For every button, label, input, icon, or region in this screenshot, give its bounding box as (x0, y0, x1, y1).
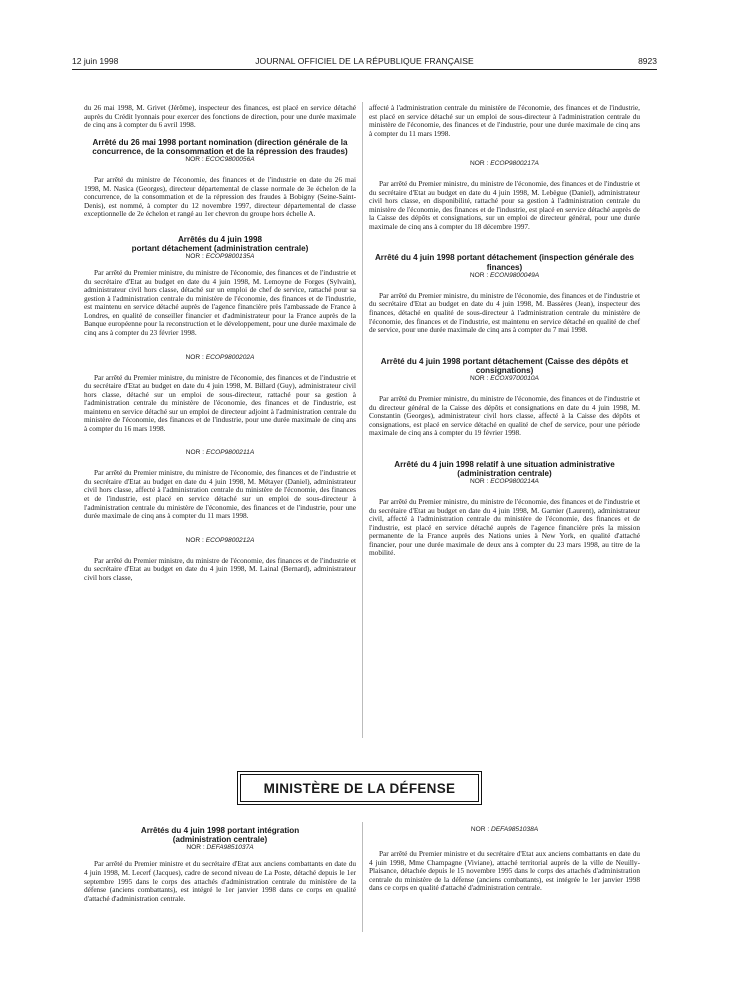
decree-heading-subject: portant détachement (administration centrale) (131, 243, 309, 253)
decree-paragraph: Par arrêté du Premier ministre, du ministre de l'économie, des finances et de l'industrie et du directeur général de la Caisse des dépôts et consignations en date du 4 juin 1998, M. Constantin (Georges), administrateur civil hors classe, affecté à la Caisse des dépôts et consignations, est placé en service détaché en qualité de chef de service, pour une période maximale de cinq ans à compter du 19 février 1998. (369, 394, 640, 438)
decree-heading-subject: (administration centrale) (172, 835, 268, 845)
page-number: 8923 (638, 56, 657, 66)
nor-code: ECOP9800212A (205, 536, 255, 544)
nor-label: NOR : (185, 353, 204, 361)
decree-paragraph: Par arrêté du Premier ministre et du secrétaire d'Etat aux anciens combattants en date du 4 juin 1998, Mme Champagne (Viviane), attaché territorial auprès de la ville de Neuilly-Plaisance, détachée depuis le 15 novembre 1995 dans le corps des attachés d'administration centrale du ministère de la défense (anciens combattants), est intégrée le 1er janvier 1998 dans ce corps en qualité d'attaché d'administration centrale. (369, 849, 640, 893)
nor-code: ECOP9800217A (490, 160, 539, 168)
defense-right-column (369, 826, 640, 893)
decree-paragraph: Par arrêté du Premier ministre, du ministre de l'économie, des finances et de l'industrie et du secrétaire d'Etat au budget en date du 4 juin 1998, M. Garnier (Laurent), administrateur civil, affecté à l'administration centrale du ministère de l'économie, des finances et de l'industrie, est placé en service détaché auprès de l'agence financière près la mission permanente de la France auprès des Nations unies à New York, en qualité d'attaché financier, pour une durée maximale de deux ans à compter du 23 mars 1998, au titre de la mobilité. (369, 497, 640, 558)
nor-label: NOR : (186, 844, 205, 852)
journal-title: JOURNAL OFFICIEL DE LA RÉPUBLIQUE FRANÇAISE (255, 56, 474, 66)
nor-code: ECOP9800202A (205, 353, 255, 361)
header-date: 12 juin 1998 (72, 56, 119, 66)
nor-label: NOR : (185, 156, 204, 164)
continued-paragraph: affecté à l'administration centrale du ministère de l'économie, des finances et de l'industrie, est placé en service détaché sur un emploi de sous-directeur à l'administration centrale du ministère de l'économie, des finances et de l'industrie, pour une durée maximale de cinq ans à compter du 11 mars 1998. (369, 103, 640, 138)
nor-code: ECOC9800056A (205, 156, 255, 164)
nor-reference (84, 449, 356, 457)
nor-label: NOR : (470, 826, 490, 833)
nor-code: DEFA9851037A (206, 844, 254, 852)
decree-paragraph: Par arrêté du ministre de l'économie, des finances et de l'industrie en date du 26 mai 1998, M. Nasica (Georges), directeur départemental de classe normale de 3e échelon de la concurrence, de la consommation et de la répression des fraudes à Bobigny (Seine-Saint-Denis), est nommé, à compter du 12 novembre 1997, directeur départemental de classe exceptionnelle de 2e échelon et rangé au 1er chevron du groupe hors échelle A. (84, 175, 356, 219)
nor-code: ECOP9800214A (490, 478, 539, 486)
nor-code: ECOX9700010A (490, 375, 539, 383)
nor-code: DEFA9851038A (491, 826, 539, 833)
decree-paragraph: Par arrêté du Premier ministre, du ministre de l'économie, des finances et de l'industrie et du secrétaire d'Etat au budget en date du 4 juin 1998, M. Billard (Guy), administrateur civil hors classe, détaché sur un emploi de sous-directeur, rattaché pour sa gestion à l'administration centrale du ministère de l'économie, des finances et de l'industrie, est maintenu en service détaché sur un emploi de directeur adjoint à l'administration centrale du ministère de l'économie, des finances et de l'industrie, pour une durée maximale de cinq ans à compter du 16 mars 1998. (84, 372, 356, 433)
header-rule (72, 69, 657, 70)
decree-paragraph: Par arrêté du Premier ministre, du ministre de l'économie, des finances et de l'industrie et du secrétaire d'Etat au budget en date du 4 juin 1998, M. Lainal (Bernard), administrateur civil hors classe, (84, 555, 356, 582)
nor-label: NOR : (470, 375, 489, 383)
nor-label: NOR : (185, 253, 204, 261)
nor-reference (84, 354, 356, 362)
nor-reference (369, 272, 640, 280)
column-divider (362, 102, 363, 738)
nor-reference (369, 375, 640, 383)
nor-reference (369, 826, 640, 834)
left-column (84, 104, 356, 582)
decree-heading: Arrêté du 4 juin 1998 portant détachement (Caisse des dépôts et consignations) (380, 356, 629, 375)
nor-reference (369, 160, 640, 168)
nor-label: NOR : (470, 478, 489, 486)
nor-code: ECOP9800135A (205, 253, 255, 261)
decree-paragraph: Par arrêté du Premier ministre, du ministre de l'économie, des finances et de l'industrie et du secrétaire d'Etat au budget en date du 4 juin 1998, M. Lebègue (Daniel), administrateur civil hors classe, en disponibilité, rattaché pour sa gestion à l'administration centrale du ministère de l'économie, des finances et de l'industrie, est placé en service détaché auprès de la Caisse des dépôts et consignations, sur un emploi de directeur général, pour une durée maximale de cinq ans à compter du 18 décembre 1997. (369, 179, 640, 231)
decree-paragraph: Par arrêté du Premier ministre, du ministre de l'économie, des finances et de l'industrie et du secrétaire d'Etat au budget en date du 4 juin 1998, M. Bassères (Jean), inspecteur des finances, détaché en qualité de sous-directeur à l'administration centrale du ministère de l'économie, des finances et de l'industrie, est maintenu en service détaché en qualité de chef de service, pour une durée maximale de cinq ans à compter du 7 mai 1998. (369, 290, 640, 335)
right-column (369, 104, 640, 558)
nor-label: NOR : (185, 536, 204, 544)
decree-heading: Arrêté du 26 mai 1998 portant nomination (direction générale de la concurrence, de la consommation et de la répression des fraudes) (92, 137, 348, 156)
decree-paragraph: Par arrêté du Premier ministre, du ministre de l'économie, des finances et de l'industrie et du secrétaire d'Etat au budget en date du 4 juin 1998, M. Lemoyne de Forges (Sylvain), administrateur civil hors classe, détaché sur un emploi de chef de service, rattaché pour sa gestion à l'administration centrale du ministère de l'économie, des finances et de l'industrie, est maintenu en service détaché auprès de l'agence financière près l'ambassade de France à Londres, en qualité de conseiller financier et d'administrateur pour la France auprès de la Banque européenne pour la reconstruction et le développement, pour une durée maximale de cinq ans à compter du 23 février 1998. (84, 268, 356, 338)
nor-reference (84, 156, 356, 164)
decree-paragraph: Par arrêté du Premier ministre et du secrétaire d'Etat aux anciens combattants en date du 4 juin 1998, M. Lecerf (Jacques), cadre de second niveau de La Poste, détaché depuis le 1er septembre 1995 dans le corps des attachés d'administration centrale du ministère de la défense (anciens combattants), est intégré le 1er janvier 1998 dans ce corps en qualité d'attaché d'administration centrale. (84, 859, 356, 903)
nor-label: NOR : (470, 160, 489, 168)
page-header (72, 56, 657, 70)
ministry-heading: MINISTÈRE DE LA DÉFENSE (240, 774, 479, 802)
nor-code: ECOP9800211A (205, 449, 255, 457)
decree-heading-date: Arrêtés du 4 juin 1998 (177, 234, 263, 244)
decree-heading-date: Arrêtés du 4 juin 1998 portant intégration (140, 826, 300, 835)
nor-code: ECON9800049A (490, 271, 540, 279)
continued-paragraph: du 26 mai 1998, M. Grivet (Jérôme), inspecteur des finances, est placé en service détaché auprès du Crédit lyonnais pour exercer des fonctions de direction, pour une durée maximale de cinq ans à compter du 6 avril 1998. (84, 103, 356, 130)
column-divider (362, 822, 363, 932)
nor-reference (369, 478, 640, 486)
defense-left-column (84, 826, 356, 903)
nor-reference (84, 844, 356, 852)
decree-heading: Arrêté du 4 juin 1998 portant détachement (inspection générale des finances) (374, 253, 635, 272)
decree-paragraph: Par arrêté du Premier ministre, du ministre de l'économie, des finances et de l'industrie et du secrétaire d'Etat au budget en date du 4 juin 1998, M. Métayer (Daniel), administrateur civil hors classe, affecté à l'administration centrale du ministère de l'économie, des finances et de l'industrie, est placé en service détaché sur un emploi de sous-directeur à l'administration centrale du ministère de l'économie, des finances et de l'industrie, pour une durée maximale de cinq ans à compter du 11 mars 1998. (84, 468, 356, 521)
nor-label: NOR : (469, 271, 489, 279)
decree-heading: Arrêté du 4 juin 1998 relatif à une situation administrative (administration centrale) (394, 459, 615, 478)
nor-label: NOR : (185, 449, 205, 457)
nor-reference (84, 253, 356, 261)
nor-reference (84, 537, 356, 545)
